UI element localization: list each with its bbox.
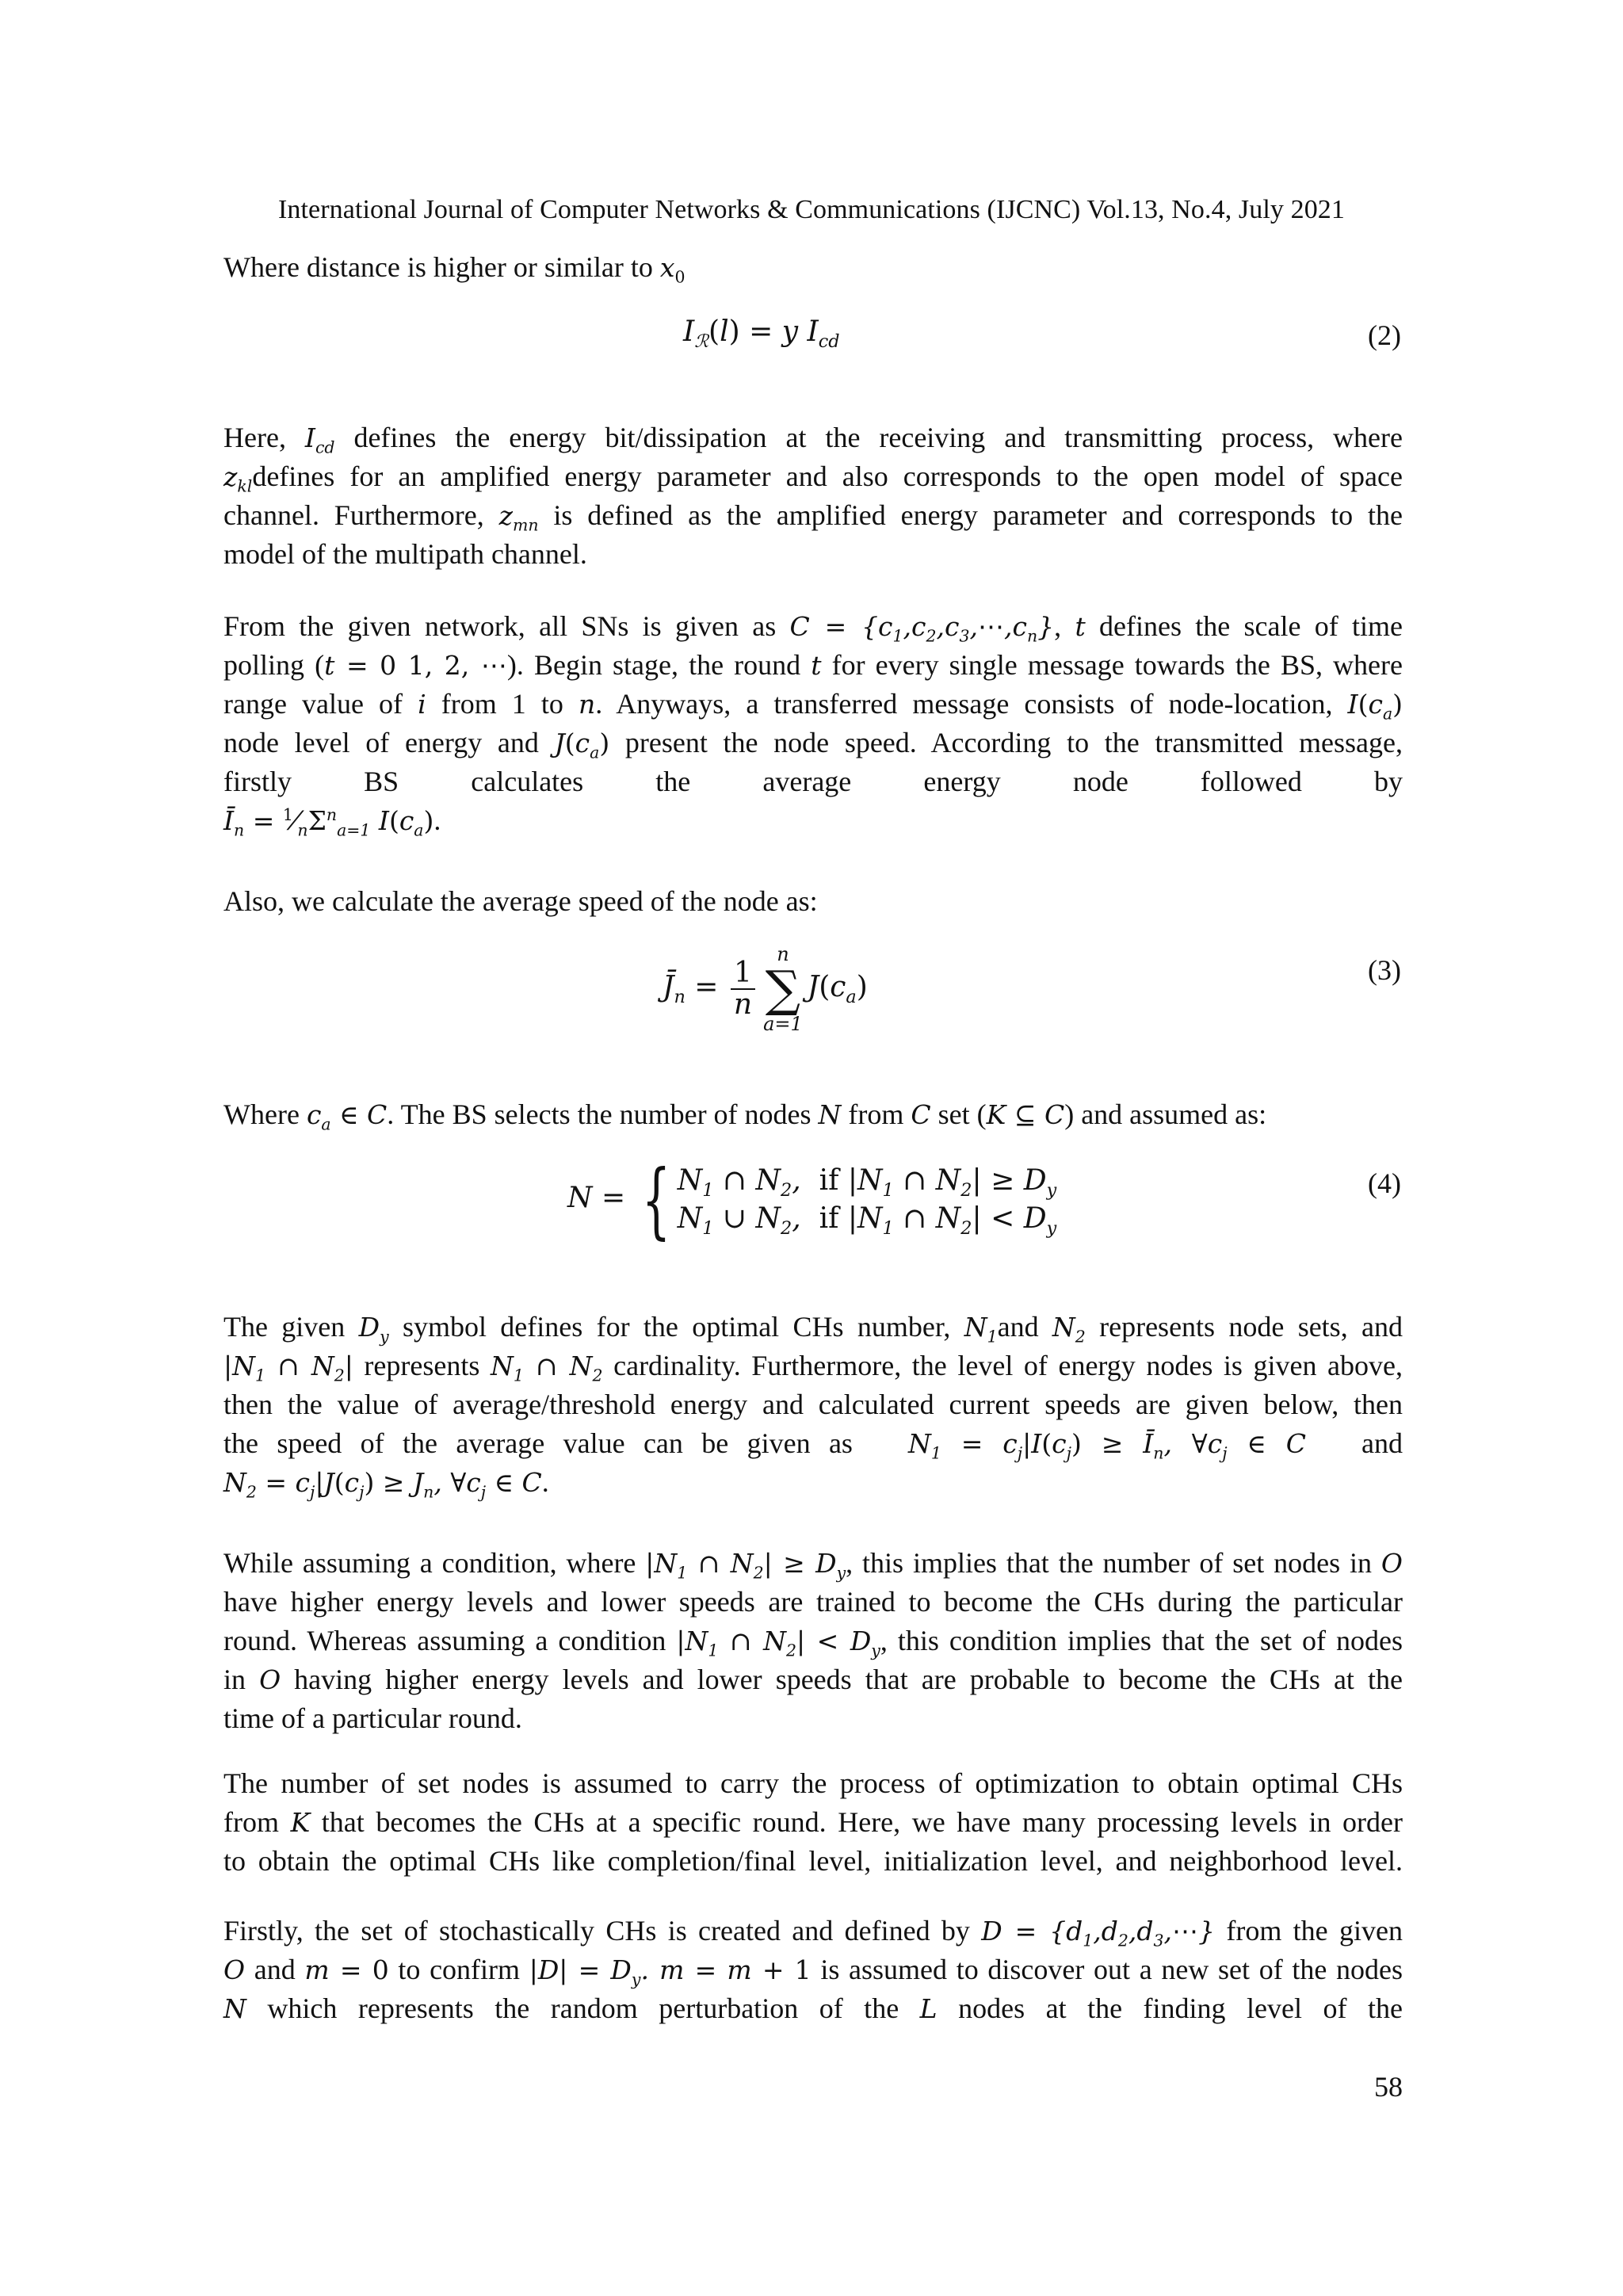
paragraph-optimization <box>223 1764 1403 1881</box>
math-ca-in-C: $c_a$ ∈ C <box>306 1099 388 1134</box>
para-text: Where <box>223 1098 307 1130</box>
page-number: 58 <box>1374 2071 1403 2103</box>
para-text: represents <box>353 1350 491 1381</box>
equation-3: $J̄_n$ = $\frac{1}{n}$ n ∑ a=1 $J(c_a)$ <box>663 943 868 1035</box>
math-cond-ge: $|N_1$ ∩ $N_2| \ge D_y$ <box>645 1548 846 1583</box>
fraction: $\frac{1}{n}$ <box>731 958 755 1020</box>
para-text: from <box>841 1098 911 1130</box>
case-if: if <box>819 1202 839 1235</box>
para-text: . <box>433 804 441 836</box>
paragraph-bs-selects <box>223 1095 1403 1134</box>
math-Icd: $I_{cd}$ <box>304 422 335 457</box>
para-text: . <box>541 1466 549 1498</box>
equation-2-number: (2) <box>1368 319 1401 351</box>
math-x0: $x_0$ <box>659 252 685 287</box>
equation-4: N = { $N_1$ ∩ $N_2$, if $|N_1$ ∩ $N_2| \ge D_y$ $N_1$ ∪ $N_2$, if $|N_1$ ∩ $N_2| < D_y$ <box>567 1152 1057 1248</box>
math-L: L <box>919 1993 938 2024</box>
math-card-D: $|D| = D_y$. m = m + 1 <box>529 1954 812 1989</box>
summation: n ∑ a=1 <box>763 943 803 1035</box>
para-text: ) and assumed as: <box>1064 1098 1267 1130</box>
para-text: , this implies that the number of set nodes in <box>846 1547 1381 1579</box>
para-text: cardinality. Furthermore, the level of energy nodes is given above, <box>602 1350 1403 1381</box>
paragraph-condition <box>223 1544 1403 1738</box>
running-header: International Journal of Computer Networks & Communications (IJCNC) Vol.13, No.4, July 2021 <box>277 195 1345 224</box>
para-text: and <box>997 1311 1039 1343</box>
math-N1-cap-N2: $N_1$ ∩ $N_2$ <box>490 1350 603 1385</box>
para-text: from <box>223 1806 291 1838</box>
para-text: Also, we calculate the average speed of the node as: <box>223 885 818 917</box>
para-text: is defined as the amplified energy parameter and corresponds to the <box>538 499 1403 531</box>
math-Dy: $D_y$ <box>358 1312 389 1347</box>
math-mean-energy: $Ī_n$ = $^1⁄_n\Sigma^n_{a=1}$ $I(c_a)$ <box>223 805 434 840</box>
para-text: represents node sets, and <box>1085 1311 1403 1343</box>
para-text: defines the scale of time <box>1085 610 1403 642</box>
equation-4-number: (4) <box>1368 1167 1401 1199</box>
paragraph-stochastic-chs <box>223 1912 1403 2028</box>
paragraph-network-nodes <box>223 607 1403 840</box>
paragraph-average-speed <box>223 882 1403 921</box>
math-O: O <box>1381 1548 1403 1579</box>
math-set-D: $D = \{d_1,d_2,d_3,\cdots\}$ <box>981 1916 1215 1950</box>
para-text: and <box>245 1954 305 1985</box>
para-text: having higher energy levels and lower speeds that are probable to become the CHs at the <box>281 1664 1403 1695</box>
para-text: defines the energy bit/dissipation at the receiving and transmitting process, where <box>334 422 1403 453</box>
math-set-C: $C = \{c_1,c_2,c_3,\cdots,c_n\}$ <box>789 611 1055 646</box>
para-text: symbol defines for the optimal CHs number, <box>388 1311 964 1343</box>
math-C: C <box>911 1099 931 1130</box>
para-text: While assuming a condition, where <box>223 1547 646 1579</box>
para-text: defines for an amplified energy parameter and also corresponds to the open model of space <box>252 460 1403 492</box>
math-t-range: t = 0 1, 2, ⋯ <box>324 650 507 681</box>
para-text: then the value of average/threshold energy and calculated current speeds are given below, then <box>223 1389 1403 1420</box>
para-text: The number of set nodes is assumed to carry the process of optimization to obtain optimal CHs <box>223 1767 1403 1799</box>
para-text: from the given <box>1215 1915 1403 1946</box>
math-N2: $N_2$ <box>1052 1312 1086 1347</box>
case-if: if <box>819 1164 839 1197</box>
math-t: t <box>1075 611 1086 642</box>
math-J-ca: $J(c_a)$ <box>554 728 610 762</box>
para-text: is assumed to discover out a new set of the nodes <box>811 1954 1403 1985</box>
math-N1: $N_1$ <box>964 1312 998 1347</box>
para-text: . The BS selects the number of nodes <box>387 1098 819 1130</box>
para-text: , <box>1054 610 1075 642</box>
equation-3-number: (3) <box>1368 954 1401 986</box>
para-text: present the node speed. According to the transmitted message, <box>609 727 1403 758</box>
math-K: K <box>290 1807 311 1838</box>
paragraph-optimal-chs <box>223 1308 1403 1502</box>
math-N: N <box>223 1993 246 2024</box>
math-N: N <box>818 1099 842 1130</box>
para-text: node level of energy and <box>223 727 555 758</box>
para-text: Where distance is higher or similar to <box>223 251 660 283</box>
para-text: range value of <box>223 688 418 720</box>
para-text: round. Whereas assuming a condition <box>223 1625 677 1656</box>
para-text: firstly BS calculates the average energy node followed by <box>223 766 1403 797</box>
para-text: that becomes the CHs at a specific round. Here, we have many processing levels in order <box>310 1806 1403 1838</box>
para-text: polling ( <box>223 649 325 681</box>
cases: $N_1$ ∩ $N_2$, if $|N_1$ ∩ $N_2| \ge D_y$ $N_1$ ∪ $N_2$, if $|N_1$ ∩ $N_2| < D_y$ <box>677 1164 1057 1240</box>
math-i: i <box>418 689 426 720</box>
para-text: from 1 to <box>426 688 579 720</box>
para-text: which represents the random perturbation of the <box>246 1992 920 2024</box>
para-text: have higher energy levels and lower speeds are trained to become the CHs during the particular <box>223 1586 1403 1618</box>
para-text: . Anyways, a transferred message consists of node-location, <box>595 688 1348 720</box>
para-text: set ( <box>930 1098 987 1130</box>
para-text: time of a particular round. <box>223 1702 522 1734</box>
para-text: nodes at the finding level of the <box>937 1992 1403 2024</box>
paragraph-distance <box>223 248 1403 287</box>
math-O: O <box>259 1664 281 1695</box>
paragraph-energy-dissipation <box>223 418 1403 574</box>
para-text: in <box>223 1664 260 1695</box>
para-text: , this condition implies that the set of nodes <box>880 1625 1403 1656</box>
para-text: ). Begin stage, the round <box>506 649 812 681</box>
para-text: The given <box>223 1311 359 1343</box>
math-m-zero: m = 0 <box>304 1954 389 1985</box>
math-zmn: $z_{mn}$ <box>498 500 539 535</box>
math-N1-def: $N_1 = c_j|I(c_j)$ ≥ $Ī_n$, $\forall c_j$ ∈ C <box>908 1428 1306 1463</box>
math-t: t <box>811 650 822 681</box>
math-O: O <box>223 1954 246 1985</box>
para-text: model of the multipath channel. <box>223 538 587 570</box>
math-zkl: $z_{kl}$ <box>223 461 253 496</box>
math-card-N1-N2: $|N_1$ ∩ $N_2|$ <box>223 1350 353 1385</box>
para-text: for every single message towards the BS, where <box>821 649 1403 681</box>
para-text: to obtain the optimal CHs like completion/final level, initialization level, and neighborhood level. <box>223 1845 1403 1877</box>
para-text: Firstly, the set of stochastically CHs is created and defined by <box>223 1915 982 1946</box>
brace: { <box>641 1152 670 1248</box>
para-text: to confirm <box>388 1954 529 1985</box>
para-text: From the given network, all SNs is given as <box>223 610 790 642</box>
math-cond-lt: $|N_1$ ∩ $N_2| < D_y$ <box>676 1626 880 1660</box>
equation-2: $I_ℛ(l) = y$ $I_{cd}$ <box>683 315 840 353</box>
para-text: channel. Furthermore, <box>223 499 499 531</box>
para-text: and <box>1361 1427 1403 1459</box>
math-K-subset-C: K ⊆ C <box>986 1099 1065 1130</box>
math-n: n <box>578 689 596 720</box>
math-N2-def: $N_2 = c_j|J(c_j) \ge J_n$, $\forall c_j$ ∈ C <box>223 1467 542 1502</box>
para-text: Here, <box>223 422 305 453</box>
para-text: the speed of the average value can be given as <box>223 1427 853 1459</box>
math-I-ca: $I(c_a)$ <box>1347 689 1403 724</box>
